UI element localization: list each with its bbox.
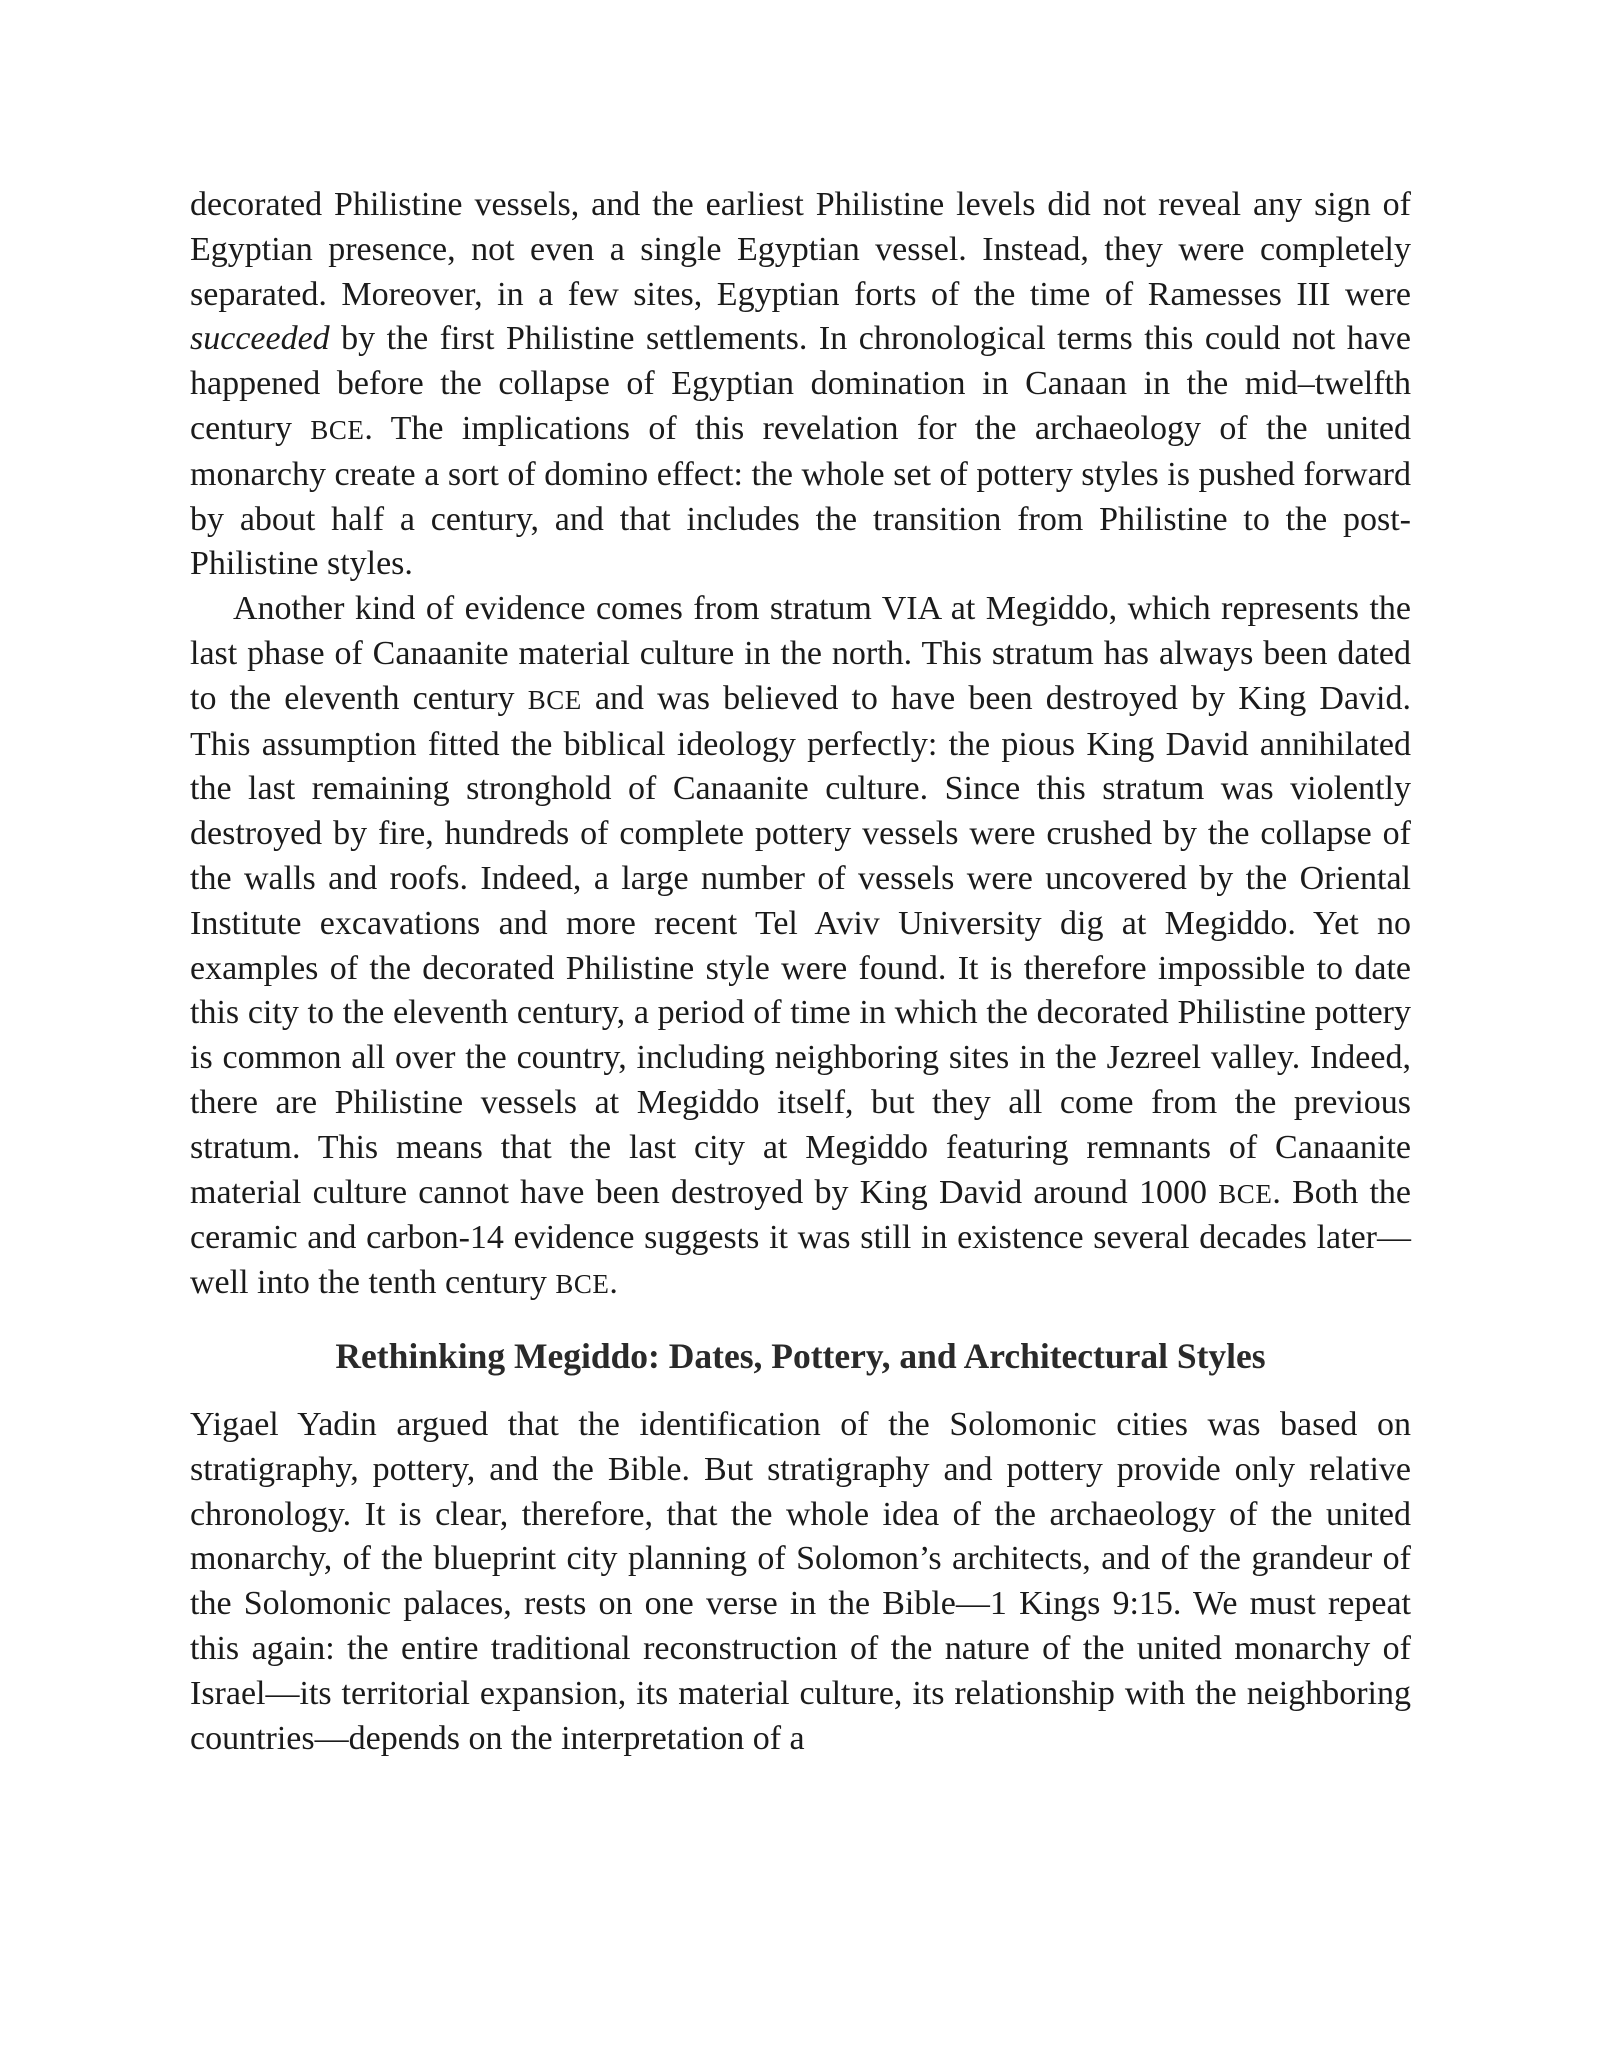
small-caps-text: BCE xyxy=(310,414,365,445)
text-run: . Both the ceramic and carbon-14 evidence suggests it was still in existence several decades later—well into the tenth century xyxy=(190,1173,1411,1302)
text-run: Another kind of evidence comes from stratum VIA at Megiddo, which represents the last phase of Canaanite material culture in the north. This stratum has always been dated to the eleventh century xyxy=(190,590,1411,717)
text-run: Yigael Yadin argued that the identification of the Solomonic cities was based on stratigraphy, pottery, and the Bible. But stratigraphy and pottery provide only relative chronology. It is clear, therefore, that the whole idea of the archaeology of the united monarchy, of the blueprint city planning of Solomon’s architects, and of the grandeur of the Solomonic palaces, rests on one verse in the Bible—1 Kings 9:15. We must repeat this again: the entire traditional reconstruction of the nature of the united monarchy of Israel—its territorial expansion, its material culture, its relationship with the neighboring countries—depends on the interpretation of a xyxy=(190,1405,1411,1757)
paragraph xyxy=(190,587,1411,1307)
paragraph xyxy=(190,183,1411,587)
text-run: . xyxy=(609,1264,618,1302)
document-page xyxy=(190,183,1411,1761)
text-run: . The implications of this revelation for the archaeology of the united monarchy create a sort of domino effect: the whole set of pottery styles is pushed forward by about half a century, and that includes the transition from Philistine to the post-Philistine styles. xyxy=(190,409,1411,583)
small-caps-text: BCE xyxy=(1218,1178,1273,1209)
small-caps-text: BCE xyxy=(527,684,582,715)
section-heading: Rethinking Megiddo: Dates, Pottery, and Architectural Styles xyxy=(335,1335,1266,1376)
small-caps-text: BCE xyxy=(555,1269,610,1300)
text-run: by the first Philistine settlements. In chronological terms this could not have happened before the collapse of Egyptian domination in Canaan in the mid–twelfth century xyxy=(190,320,1411,447)
text-run: decorated Philistine vessels, and the earliest Philistine levels did not reveal any sign of Egyptian presence, not even a single Egyptian vessel. Instead, they were completely separated. Moreover, in a few sites, Egyptian forts of the time of Ramesses III were xyxy=(190,186,1411,313)
text-run: and was believed to have been destroyed by King David. This assumption fitted the biblical ideology perfectly: the pious King David annihilated the last remaining stronghold of Canaanite culture. Since this stratum was violently destroyed by fire, hundreds of complete pottery vessels were crushed by the collapse of the walls and roofs. Indeed, a large number of vessels were uncovered by the Oriental Institute excavations and more recent Tel Aviv University dig at Megiddo. Yet no examples of the decorated Philistine style were found. It is therefore impossible to date this city to the eleventh century, a period of time in which the decorated Philistine pottery is common all over the country, including neighboring sites in the Jezreel valley. Indeed, there are Philistine vessels at Megiddo itself, but they all come from the previous stratum. This means that the last city at Megiddo featuring remnants of Canaanite material culture cannot have been destroyed by King David around 1000 xyxy=(190,679,1411,1211)
paragraph xyxy=(190,1403,1411,1761)
italic-text: succeeded xyxy=(190,320,330,358)
